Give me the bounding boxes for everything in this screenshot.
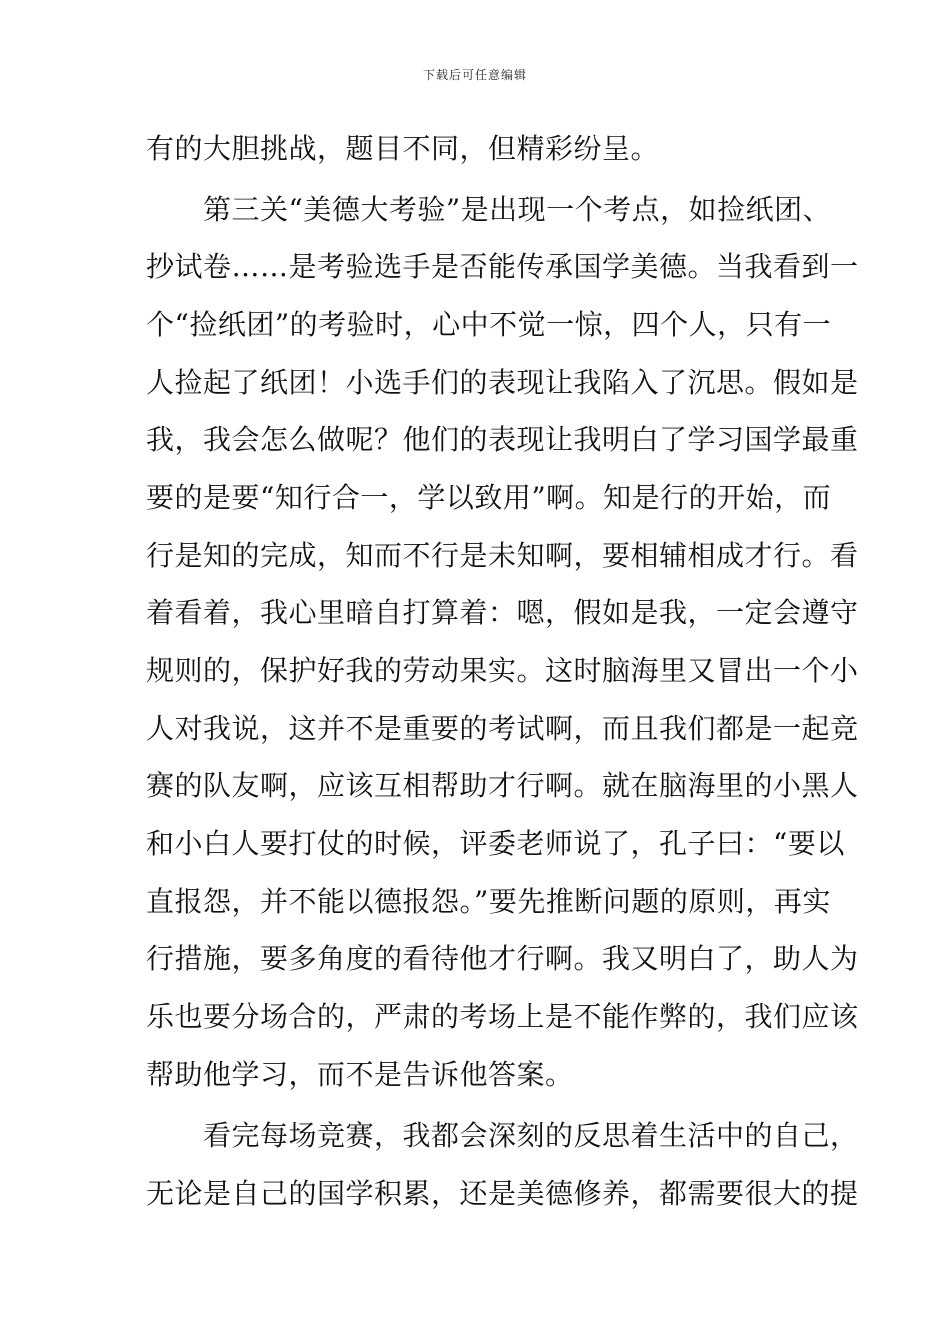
- text-line: 行是知的完成，知而不行是未知啊，要相辅相成才行。看: [146, 539, 859, 572]
- text-line: 帮助他学习，而不是告诉他答案。: [146, 1058, 574, 1091]
- text-line: 行措施，要多角度的看待他才行啊。我又明白了，助人为: [146, 942, 859, 975]
- text-line: 第三关“美德大考验”是出现一个考点，如捡纸团、: [146, 193, 832, 226]
- text-line: 个“捡纸团”的考验时，心中不觉一惊，四个人，只有一: [146, 308, 832, 341]
- text-line: 着看着，我心里暗自打算着：嗯，假如是我，一定会遵守: [146, 596, 859, 629]
- text-line: 看完每场竞赛，我都会深刻的反思着生活中的自己，: [146, 1119, 859, 1152]
- page-header: 下载后可任意编辑: [422, 68, 527, 82]
- text-line: 人对我说，这并不是重要的考试啊，而且我们都是一起竞: [146, 712, 859, 745]
- text-line: 抄试卷……是考验选手是否能传承国学美德。当我看到一: [146, 250, 859, 283]
- text-line: 赛的队友啊，应该互相帮助才行啊。就在脑海里的小黑人: [146, 769, 859, 802]
- text-line: 和小白人要打仗的时候，评委老师说了，孔子曰：“要以: [146, 827, 845, 860]
- text-line: 人捡起了纸团！小选手们的表现让我陷入了沉思。假如是: [146, 366, 859, 399]
- text-line: 规则的，保护好我的劳动果实。这时脑海里又冒出一个小: [146, 654, 859, 687]
- text-line: 直报怨，并不能以德报怨。”要先推断问题的原则，再实: [146, 885, 831, 918]
- text-line: 无论是自己的国学积累，还是美德修养，都需要很大的提: [146, 1177, 859, 1210]
- text-line: 有的大胆挑战，题目不同，但精彩纷呈。: [146, 132, 660, 165]
- text-line: 我，我会怎么做呢？他们的表现让我明白了学习国学最重: [146, 423, 859, 456]
- text-line: 要的是要“知行合一，学以致用”啊。知是行的开始，而: [146, 481, 832, 514]
- text-line: 乐也要分场合的，严肃的考场上是不能作弊的，我们应该: [146, 1000, 859, 1033]
